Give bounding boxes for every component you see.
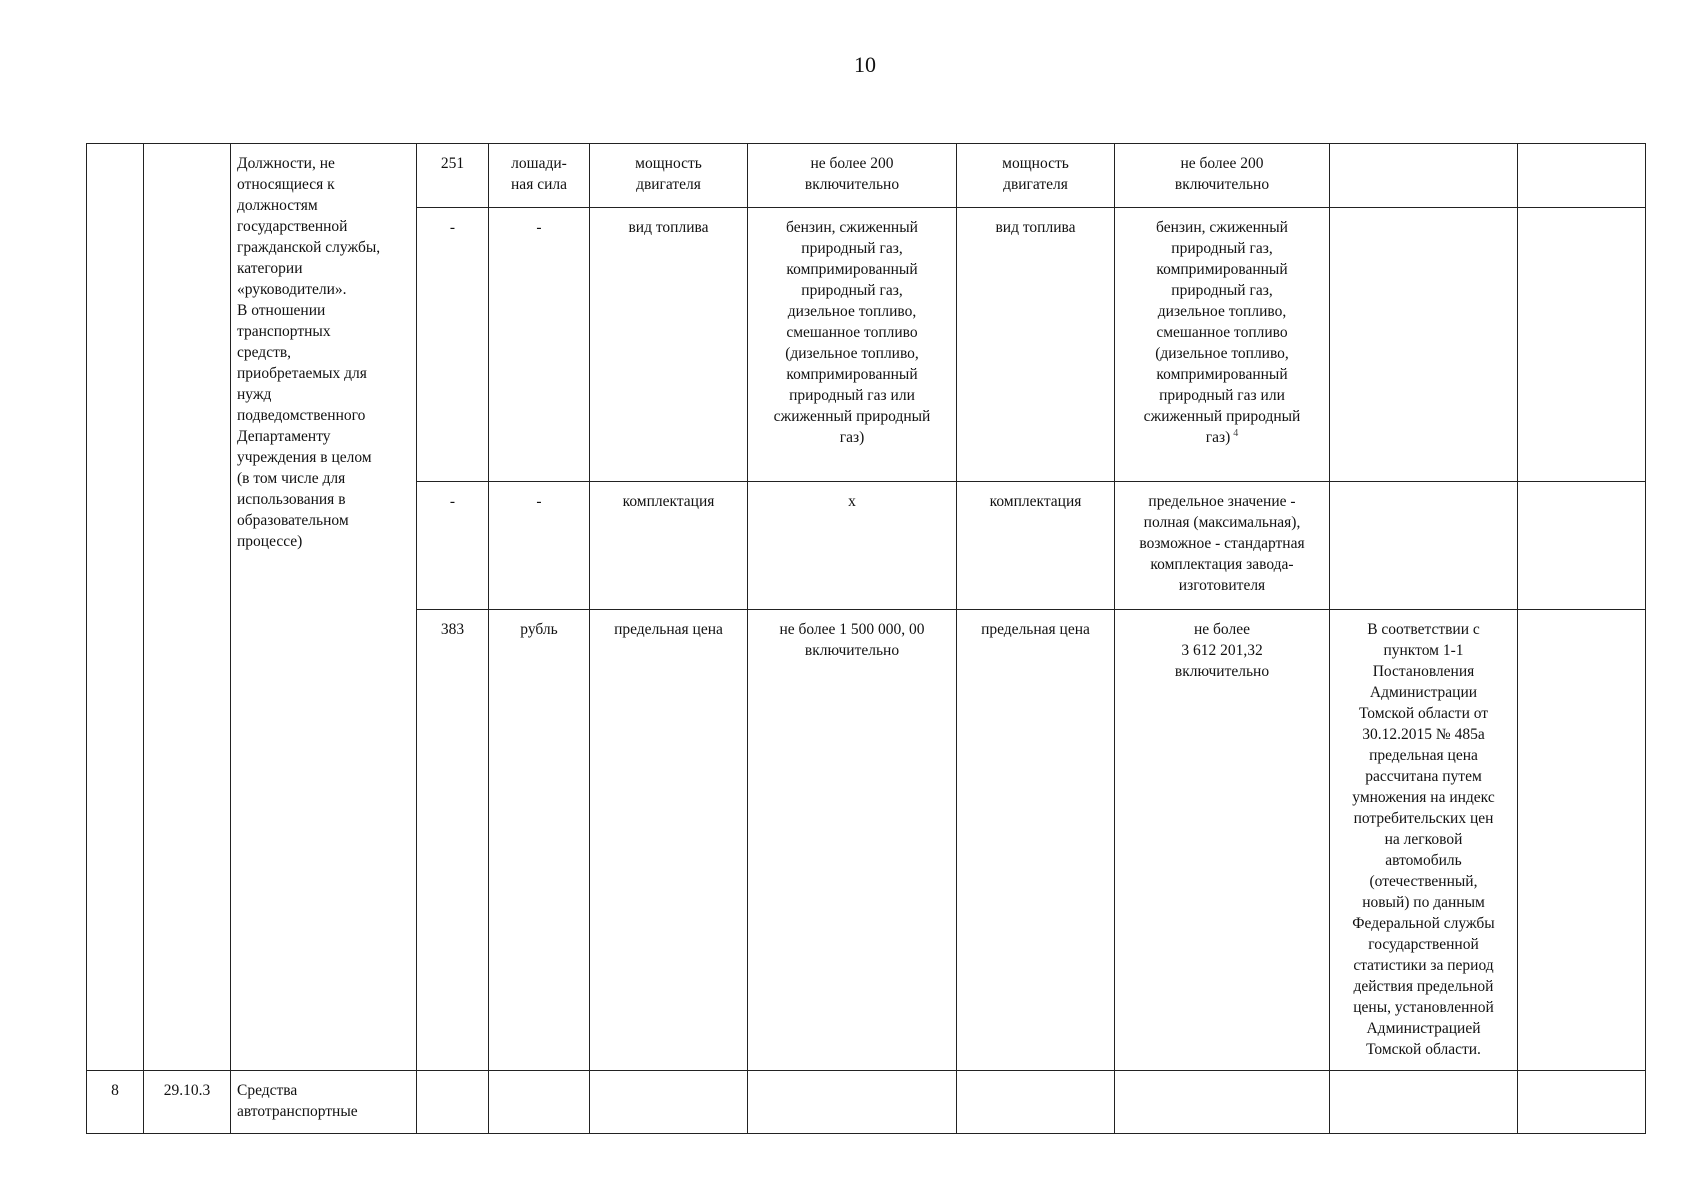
approved-value-cell: не более 3 612 201,32 включительно (1115, 610, 1330, 1071)
function-purpose-cell (1518, 208, 1646, 482)
row-number-cell (87, 144, 144, 1071)
characteristic-value-cell: не более 1 500 000, 00 включительно (748, 610, 957, 1071)
approved-characteristic-cell: предельная цена (957, 610, 1115, 1071)
okei-code-cell: 251 (417, 144, 489, 208)
unit-name-cell: - (489, 482, 590, 610)
characteristic-value-cell (748, 1071, 957, 1134)
justification-cell (1330, 1071, 1518, 1134)
page-number: 10 (854, 52, 876, 77)
characteristic-cell: вид топлива (590, 208, 748, 482)
table-row (87, 144, 1646, 208)
characteristic-value-cell: бензин, сжиженный природный газ, компримированный природный газ, дизельное топливо, смешанное топливо (дизельное топливо, компримированный природный газ или сжиженный природный газ) (748, 208, 957, 482)
function-purpose-cell (1518, 1071, 1646, 1134)
characteristic-cell: предельная цена (590, 610, 748, 1071)
approved-value-cell: предельное значение - полная (максимальная), возможное - стандартная комплектация завода- изготовителя (1115, 482, 1330, 610)
justification-cell (1330, 208, 1518, 482)
characteristic-cell (590, 1071, 748, 1134)
characteristic-value-cell: не более 200 включительно (748, 144, 957, 208)
okpd-code-cell (144, 144, 231, 1071)
okpd-code-cell: 29.10.3 (144, 1071, 231, 1134)
approved-characteristic-cell: вид топлива (957, 208, 1115, 482)
approved-characteristic-cell: мощность двигателя (957, 144, 1115, 208)
approved-value-cell: бензин, сжиженный природный газ, компримированный природный газ, дизельное топливо, смешанное топливо (дизельное топливо, компримированный природный газ или сжиженный природный газ) $^4$ (1115, 208, 1330, 482)
okei-code-cell: 383 (417, 610, 489, 1071)
position-category-text: Должности, не относящиеся к должностям государственной гражданской службы, категории «руководители». В отношении транспортных средств, приобретаемых для нужд подведомственного Департаменту учреждения в целом (в том числе для использования в образовательном процессе) (237, 155, 381, 550)
item-name-cell: Средства автотранспортные (231, 1071, 417, 1134)
characteristic-value-cell: х (748, 482, 957, 610)
unit-name-cell: рубль (489, 610, 590, 1071)
row-number-cell: 8 (87, 1071, 144, 1134)
footnote-marker: 4 (1233, 427, 1239, 439)
table-row (87, 1071, 1646, 1134)
function-purpose-cell (1518, 144, 1646, 208)
unit-name-cell (489, 1071, 590, 1134)
approved-value-cell (1115, 1071, 1330, 1134)
position-category-cell (231, 144, 417, 1071)
approved-value-cell: не более 200 включительно (1115, 144, 1330, 208)
function-purpose-cell (1518, 610, 1646, 1071)
unit-name-cell: - (489, 208, 590, 482)
unit-name-cell: лошади- ная сила (489, 144, 590, 208)
characteristic-cell: комплектация (590, 482, 748, 610)
justification-cell (1330, 144, 1518, 208)
function-purpose-cell (1518, 482, 1646, 610)
justification-cell: В соответствии с пунктом 1-1 Постановления Администрации Томской области от 30.12.2015 № 485а предельная цена рассчитана путем умножения на индекс потребительских цен на легковой автомобиль (отечественный, новый) по данным Федеральной службы государственной статистики за период действия предельной цены, установленной Администрацией Томской области. (1330, 610, 1518, 1071)
characteristic-cell: мощность двигателя (590, 144, 748, 208)
okei-code-cell: - (417, 208, 489, 482)
approved-characteristic-cell (957, 1071, 1115, 1134)
okei-code-cell: - (417, 482, 489, 610)
requirements-table (86, 143, 1646, 1134)
approved-characteristic-cell: комплектация (957, 482, 1115, 610)
okei-code-cell (417, 1071, 489, 1134)
justification-cell (1330, 482, 1518, 610)
